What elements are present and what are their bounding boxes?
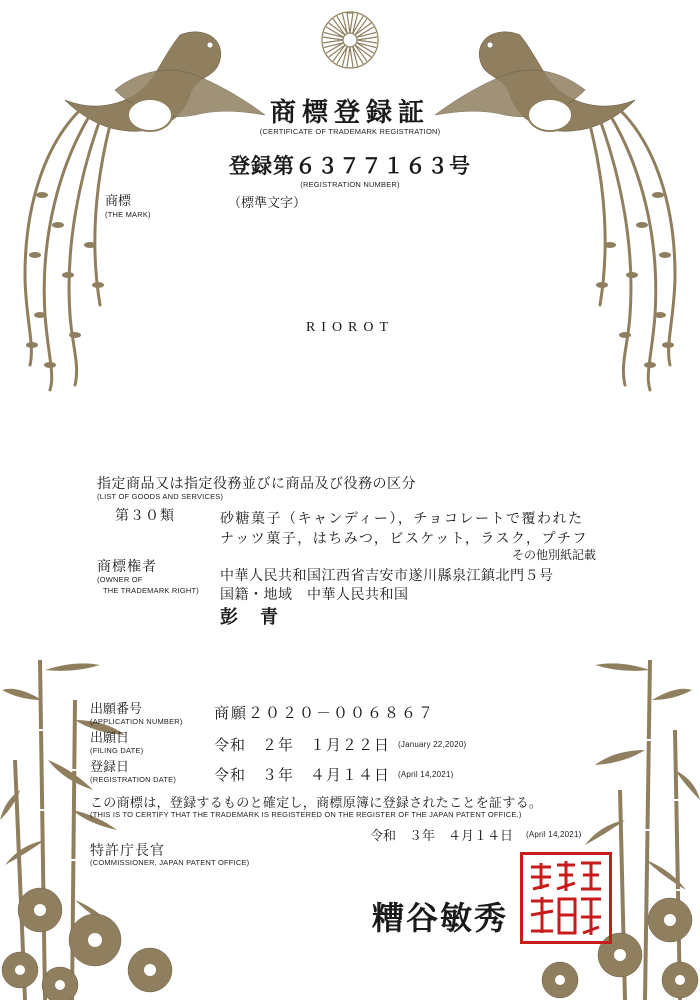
filing-date-label-en: (FILING DATE) [90,746,144,755]
certificate-title-en: (CERTIFICATE OF TRADEMARK REGISTRATION) [259,127,441,136]
owner-nationality: 国籍・地域 中華人民共和国 [220,587,409,603]
filing-date: 令和 ２年 １月２２日 [214,736,391,754]
mark-label-en: (THE MARK) [105,210,151,219]
commissioner-label-en: (COMMISSIONER, JAPAN PATENT OFFICE) [90,858,250,867]
goods-label-en: (LIST OF GOODS AND SERVICES) [97,492,224,501]
trademark-text: RIOROT [305,320,395,335]
registration-date-label: 登録日 [90,760,130,775]
registration-date-en: (April 14,2021) [398,770,454,779]
goods-others-note: その他別紙記載 [512,548,597,562]
certification-statement: この商標は，登録するものと確定し，商標原簿に登録されたことを証する。 [90,796,543,811]
certificate-title: 商標登録証 [269,98,430,128]
phoenix-right-ornament [430,15,680,395]
certification-date-en: (April 14,2021) [526,830,582,839]
registration-number-en: (REGISTRATION NUMBER) [300,180,400,189]
goods-label: 指定商品又は指定役務並びに商品及び役務の区分 [97,476,416,492]
application-number: 商願２０２０－００６８６７ [214,704,436,722]
owner-label-en-1: (OWNER OF [97,575,143,584]
registration-date: 令和 ３年 ４月１４日 [214,766,391,784]
registration-number: 登録第６３７７１６３号 [229,153,471,178]
goods-line-2: ナッツ菓子，はちみつ，ビスケット，ラスク，プチフ [220,531,588,547]
filing-date-label: 出願日 [90,731,130,746]
owner-name: 彭 青 [220,607,280,628]
commissioner-signature: 糟谷敏秀 [372,899,509,937]
mark-label: 商標 [105,194,132,209]
certification-statement-en: (THIS IS TO CERTIFY THAT THE TRADEMARK IS REGISTERED ON THE REGISTER OF THE JAPAN PATENT OFFICE.) [90,810,522,819]
flower-ornament-bottom-left [0,860,200,1000]
official-seal [520,852,612,944]
filing-date-en: (January 22,2020) [398,740,467,749]
goods-line-1: 砂糖菓子（キャンディー），チョコレートで覆われた [220,511,584,527]
owner-label-en-2: THE TRADEMARK RIGHT) [103,586,199,595]
goods-class: 第３０類 [115,508,175,524]
owner-address: 中華人民共和国江西省吉安市遂川縣泉江鎮北門５号 [220,568,554,584]
commissioner-label: 特許庁長官 [90,843,165,859]
application-label: 出願番号 [90,702,143,717]
registration-date-label-en: (REGISTRATION DATE) [90,775,177,784]
mark-type: （標準文字） [228,196,307,211]
certification-date: 令和 ３年 ４月１４日 [370,829,514,844]
application-label-en: (APPLICATION NUMBER) [90,717,183,726]
chrysanthemum-emblem [320,10,380,70]
owner-label: 商標権者 [97,559,157,575]
